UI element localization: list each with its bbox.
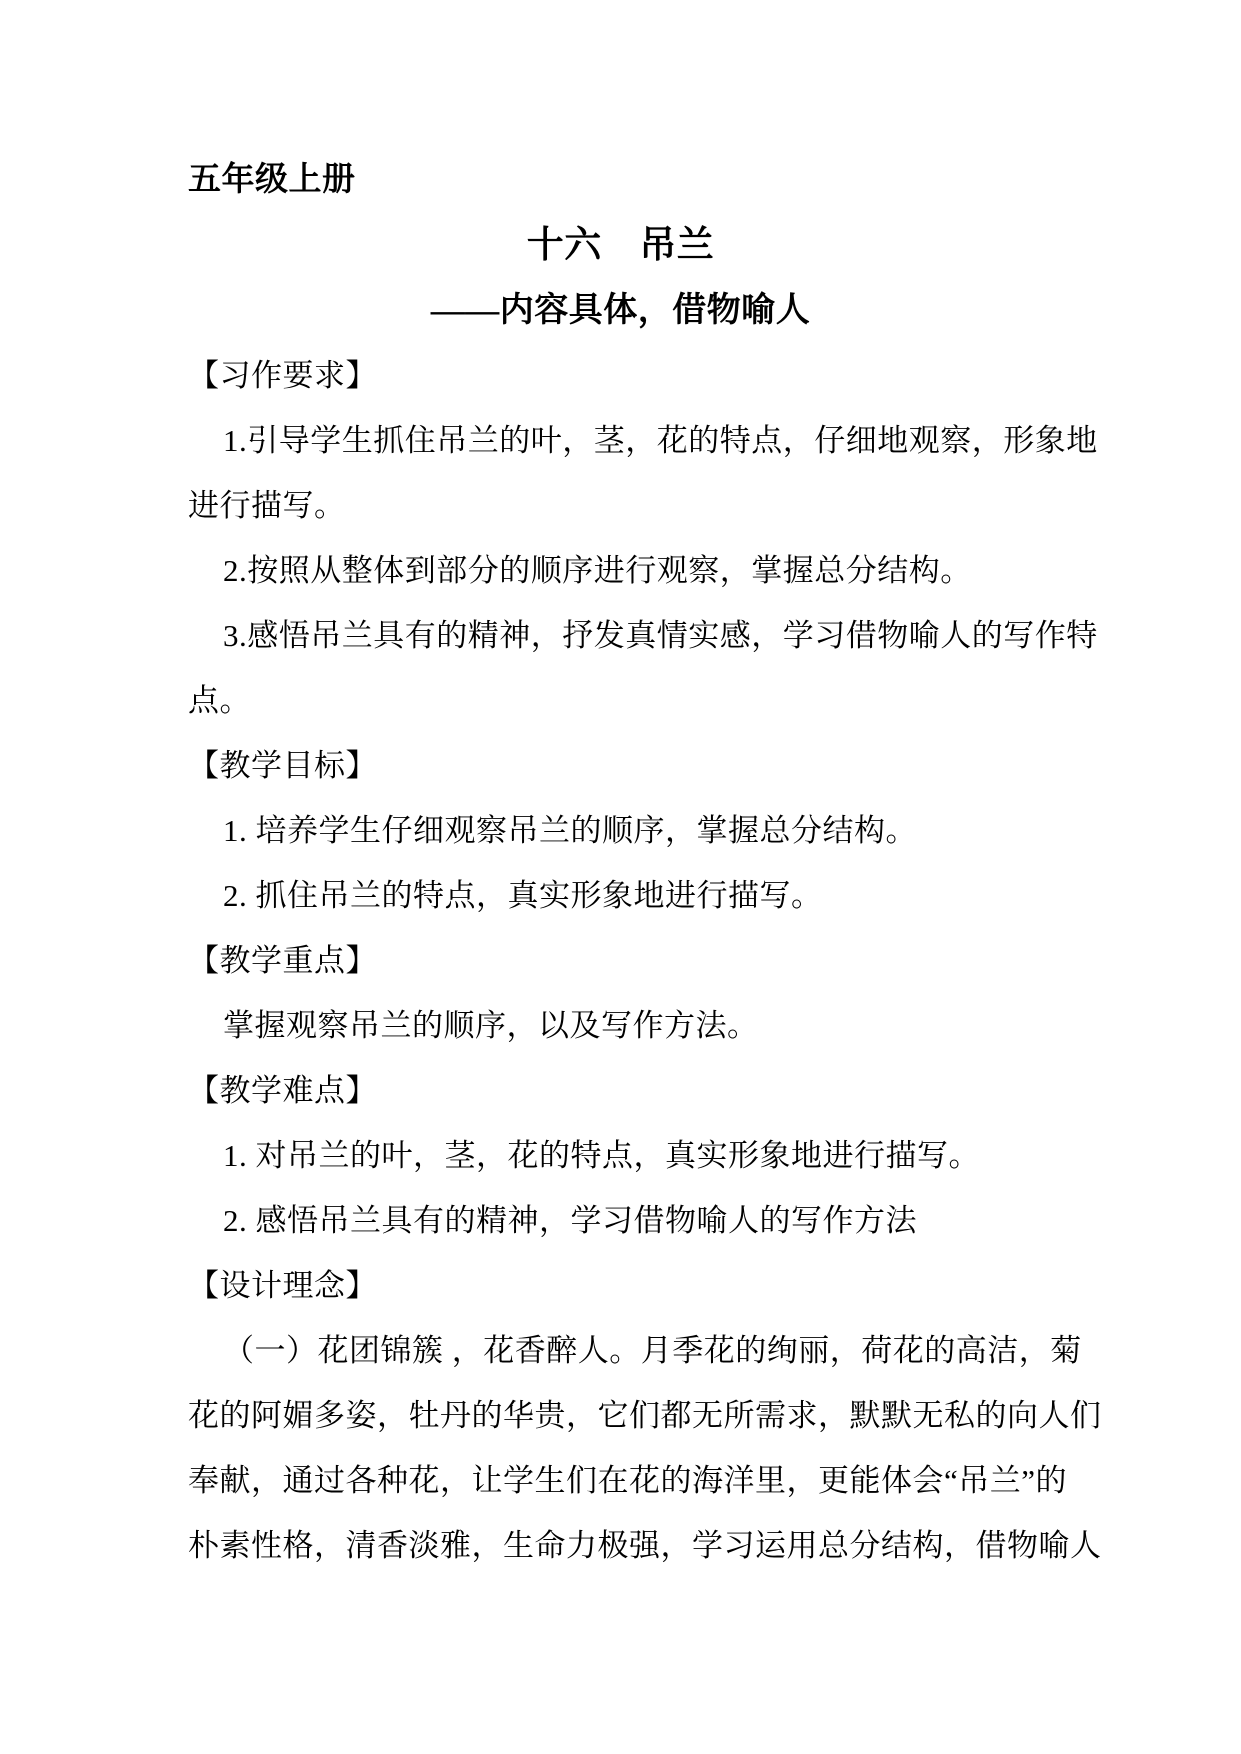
text-line: 2.按照从整体到部分的顺序进行观察，掌握总分结构。: [223, 553, 972, 588]
grade-label: 五年级上册: [188, 162, 356, 198]
document-subtitle: ——内容具体，借物喻人: [430, 292, 811, 329]
text-line: 奉献，通过各种花，让学生们在花的海洋里，更能体会“吊兰”的: [188, 1463, 1068, 1498]
text-line: 2. 感悟吊兰具有的精神，学习借物喻人的写作方法: [223, 1203, 917, 1238]
text-line: （一）花团锦簇 ，花香醉人。月季花的绚丽，荷花的高洁，菊: [223, 1333, 1082, 1368]
section-heading: 【设计理念】: [188, 1268, 377, 1303]
text-line: 点。: [188, 683, 251, 718]
section-heading: 【教学重点】: [188, 943, 377, 978]
section-heading: 【教学目标】: [188, 748, 377, 783]
text-line: 进行描写。: [188, 488, 346, 523]
text-line: 1. 对吊兰的叶，茎，花的特点，真实形象地进行描写。: [223, 1138, 980, 1173]
text-line: 掌握观察吊兰的顺序，以及写作方法。: [223, 1008, 759, 1043]
section-heading: 【习作要求】: [188, 358, 377, 393]
text-line: 2. 抓住吊兰的特点，真实形象地进行描写。: [223, 878, 823, 913]
text-line: 1. 培养学生仔细观察吊兰的顺序，掌握总分结构。: [223, 813, 917, 848]
text-line: 3.感悟吊兰具有的精神，抒发真情实感，学习借物喻人的写作特: [223, 618, 1098, 653]
text-line: 1.引导学生抓住吊兰的叶，茎，花的特点，仔细地观察，形象地: [223, 423, 1098, 458]
text-line: 朴素性格，清香淡雅，生命力极强，学习运用总分结构，借物喻人: [188, 1528, 1102, 1563]
document-title: 十六 吊兰: [526, 225, 715, 266]
section-heading: 【教学难点】: [188, 1073, 377, 1108]
document-content: [188, 148, 1102, 1578]
text-line: 花的阿媚多姿，牡丹的华贵，它们都无所需求，默默无私的向人们: [188, 1398, 1102, 1433]
sections: [188, 343, 1102, 1578]
